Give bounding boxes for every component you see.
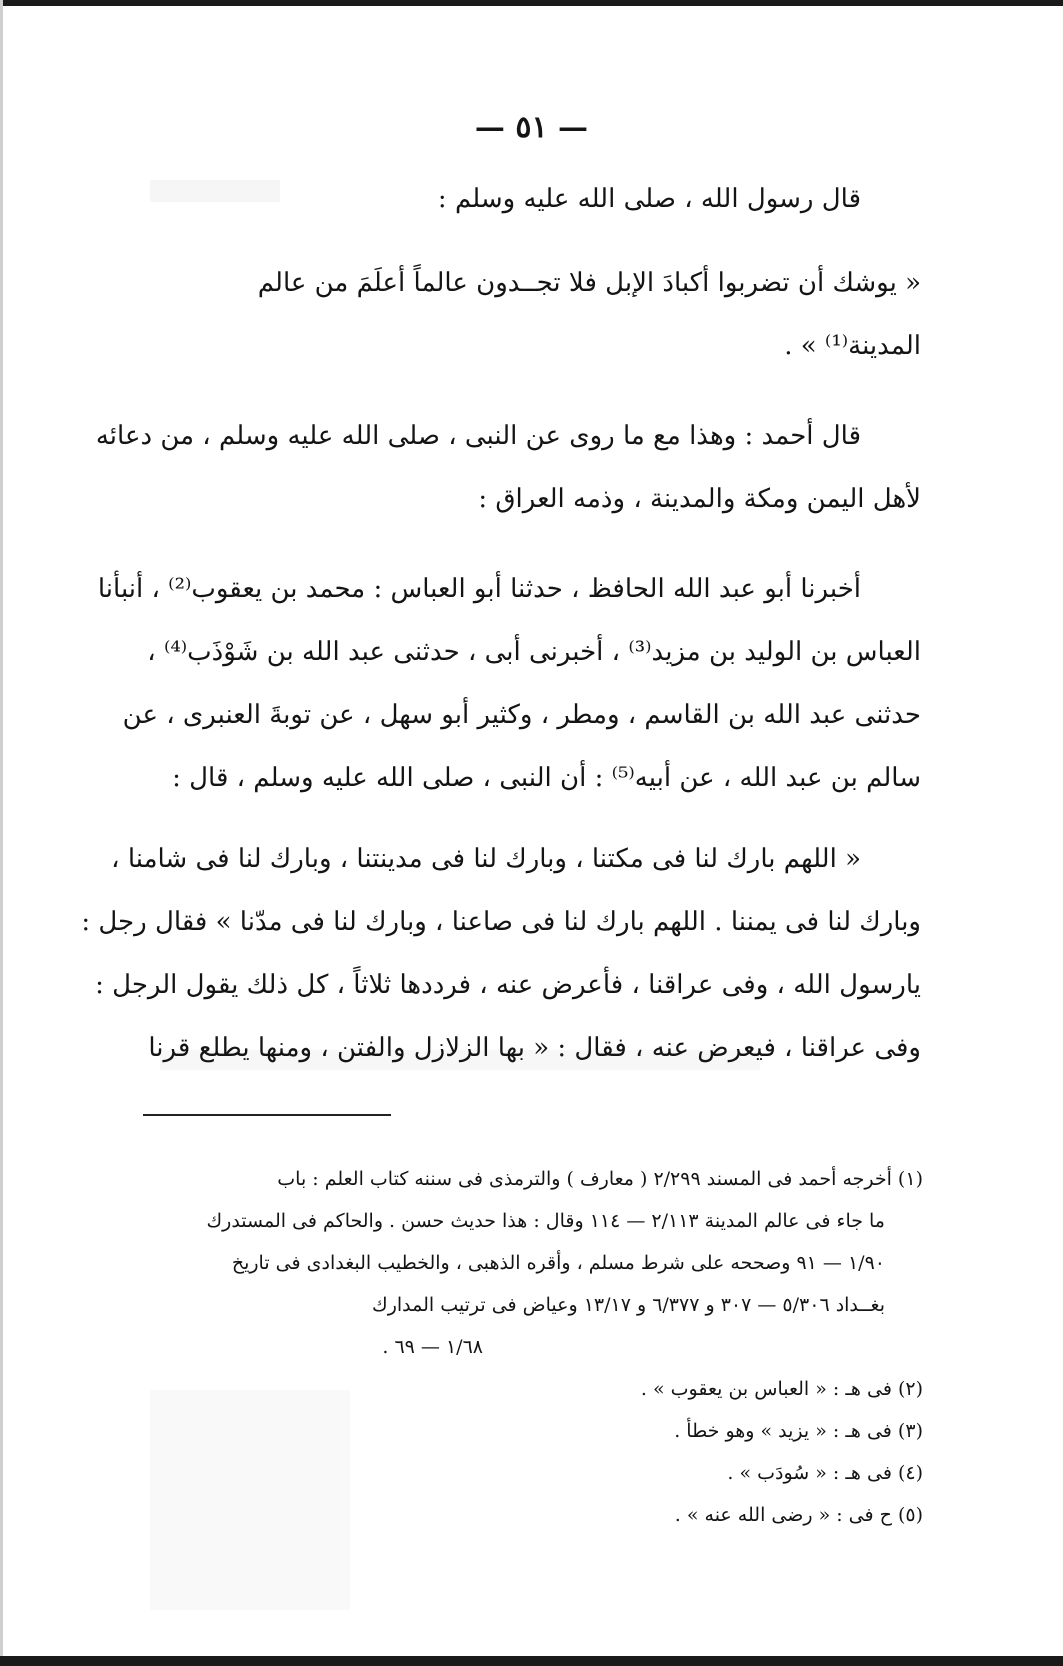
- page-number: — ٥١ —: [474, 110, 589, 145]
- text-line: وبارك لنا فى يمننا . اللهم بارك لنا فى صاعنا ، وبارك لنا فى مدّنا » فقال رجل :: [81, 907, 921, 937]
- footnote-line: (٢) فى هـ : « العباس بن يعقوب » .: [640, 1378, 923, 1400]
- scan-edge-top: [0, 0, 1063, 6]
- footnote-line: (٤) فى هـ : « سُودَب » .: [727, 1462, 923, 1484]
- footnote-line: بغــداد ٥/٣٠٦ — ٣٠٧ و ٦/٣٧٧ و ١٣/١٧ وعياض فى ترتيب المدارك: [372, 1294, 885, 1316]
- text-line: لأهل اليمن ومكة والمدينة ، وذمه العراق :: [478, 484, 921, 514]
- text-line: يارسول الله ، وفى عراقنا ، فأعرض عنه ، فرددها ثلاثاً ، كل ذلك يقول الرجل :: [95, 970, 921, 1000]
- paragraph: [142, 252, 921, 378]
- text-line: سالم بن عبد الله ، عن أبيه⁽⁵⁾ : أن النبى ، صلى الله عليه وسلم ، قال :: [172, 763, 921, 793]
- text-line: وفى عراقنا ، فيعرض عنه ، فقال : « بها الزلازل والفتن ، ومنها يطلع قرنا: [148, 1033, 921, 1063]
- text-line: « يوشك أن تضربوا أكبادَ الإبل فلا تجــدون عالماً أعلَمَ من عالم: [257, 268, 921, 298]
- scan-edge-left: [0, 0, 3, 1666]
- paragraph: [97, 558, 921, 810]
- text-line: « اللهم بارك لنا فى مكتنا ، وبارك لنا فى مدينتنا ، وبارك لنا فى شامنا ،: [111, 844, 861, 874]
- footnote-line: (٥) ح فى : « رضى الله عنه » .: [674, 1504, 923, 1526]
- scan-edge-bottom: [0, 1656, 1063, 1666]
- text-line: قال أحمد : وهذا مع ما روى عن النبى ، صلى الله عليه وسلم ، من دعائه: [95, 421, 861, 451]
- footnote-line: (١) أخرجه أحمد فى المسند ٢/٢٩٩ ( معارف ) والترمذى فى سننه كتاب العلم : باب: [277, 1168, 923, 1190]
- footnote-line: ١/٩٠ — ٩١ وصححه على شرط مسلم ، وأقره الذهبى ، والخطيب البغدادى فى تاريخ: [231, 1252, 885, 1274]
- footnote-line: ما جاء فى عالم المدينة ٢/١١٣ — ١١٤ وقال : هذا حديث حسن . والحاكم فى المستدرك: [206, 1210, 885, 1232]
- footnote-line: ١/٦٨ — ٦٩ .: [382, 1336, 483, 1358]
- footnote-line: (٣) فى هـ : « يزيد » وهو خطأ .: [674, 1420, 923, 1442]
- paragraph: [81, 828, 921, 1080]
- text-line: قال رسول الله ، صلى الله عليه وسلم :: [437, 184, 861, 214]
- text-line: حدثنى عبد الله بن القاسم ، ومطر ، وكثير أبو سهل ، عن توبةَ العنبرى ، عن: [122, 700, 921, 730]
- footnote-divider: [143, 1114, 391, 1116]
- footnotes: [140, 1158, 923, 1536]
- text-line: أخبرنا أبو عبد الله الحافظ ، حدثنا أبو العباس : محمد بن يعقوب⁽²⁾ ، أنبأنا: [97, 574, 861, 604]
- paragraph: [95, 405, 921, 531]
- text-line: المدينة⁽¹⁾ » .: [784, 331, 921, 361]
- text-line: العباس بن الوليد بن مزيد⁽³⁾ ، أخبرنى أبى ، حدثنى عبد الله بن شَوْذَب⁽⁴⁾ ،: [147, 637, 921, 667]
- paragraph: [142, 168, 921, 231]
